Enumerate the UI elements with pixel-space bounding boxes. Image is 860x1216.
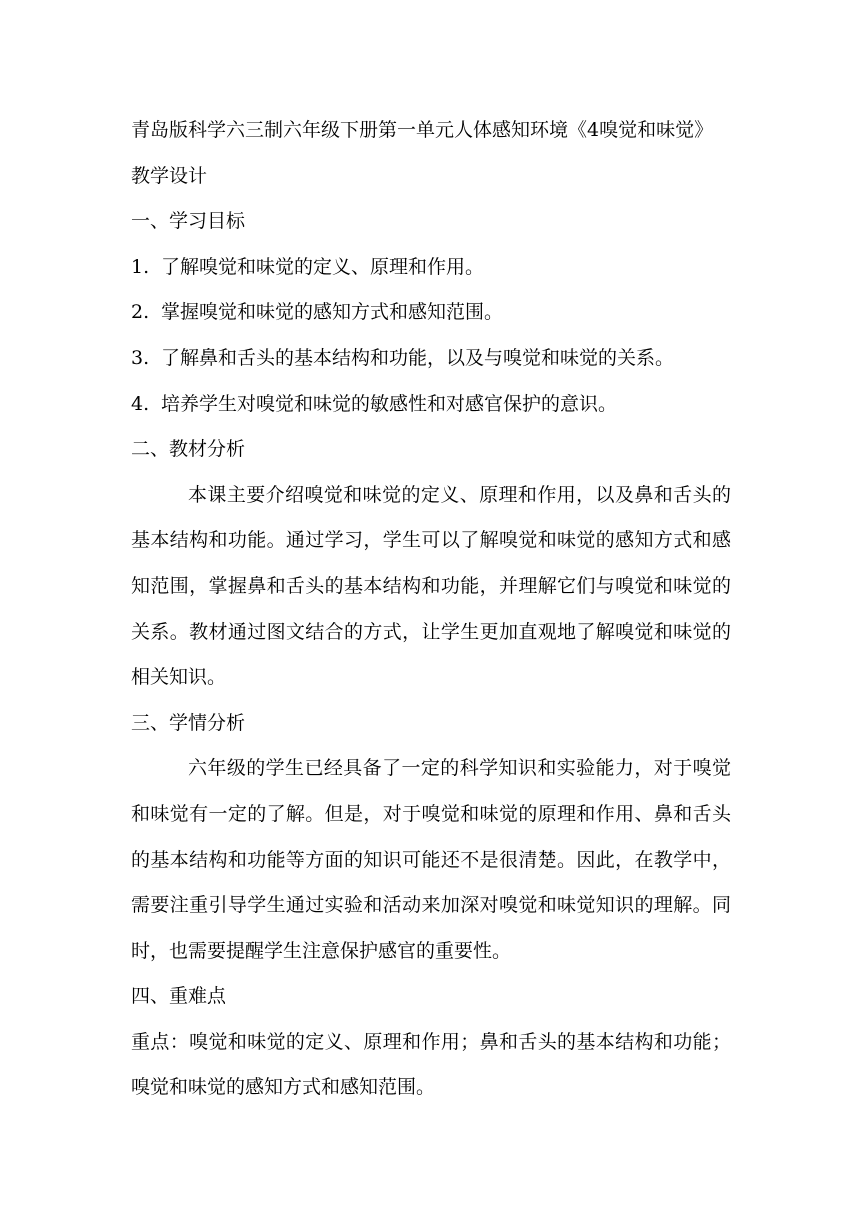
section-heading-material: 二、教材分析 <box>131 438 246 461</box>
section-heading-keypoints: 四、重难点 <box>131 985 227 1008</box>
students-paragraph: 六年级的学生已经具备了一定的科学知识和实验能力，对于嗅觉和味觉有一定的了解。但是，对于嗅觉和味觉的原理和作用、鼻和舌头的基本结构和功能等方面的知识可能还不是很清楚。因此，在教学中，需要注重引导学生通过实验和活动来加深对嗅觉和味觉知识的理解。同时，也需要提醒学生注意保护感官的重要性。 <box>131 757 731 962</box>
goal-item <box>131 382 731 428</box>
goal-item-number: 1. <box>131 255 150 278</box>
goal-item-text: 了解鼻和舌头的基本结构和功能，以及与嗅觉和味觉的关系。 <box>161 346 675 369</box>
goal-item-number: 3. <box>131 346 150 369</box>
goal-item <box>131 336 731 382</box>
material-paragraph: 本课主要介绍嗅觉和味觉的定义、原理和作用，以及鼻和舌头的基本结构和功能。通过学习，学生可以了解嗅觉和味觉的感知方式和感知范围，掌握鼻和舌头的基本结构和功能，并理解它们与嗅觉和味觉的关系。教材通过图文结合的方式，让学生更加直观地了解嗅觉和味觉的相关知识。 <box>131 483 731 689</box>
keypoints-paragraph: 重点：嗅觉和味觉的定义、原理和作用；鼻和舌头的基本结构和功能；嗅觉和味觉的感知方式和感知范围。 <box>131 1030 731 1099</box>
goal-item-number: 4. <box>131 392 150 415</box>
goal-item-number: 2. <box>131 301 150 324</box>
section-heading-goals: 一、学习目标 <box>131 210 246 233</box>
section-heading-students: 三、学情分析 <box>131 711 246 734</box>
goal-item-text: 培养学生对嗅觉和味觉的敏感性和对感官保护的意识。 <box>161 392 618 415</box>
goal-item-text: 掌握嗅觉和味觉的感知方式和感知范围。 <box>161 301 504 324</box>
goal-item <box>131 245 731 291</box>
document-title: 青岛版科学六三制六年级下册第一单元人体感知环境《4嗅觉和味觉》教学设计 <box>131 119 714 187</box>
goal-item-text: 了解嗅觉和味觉的定义、原理和作用。 <box>161 255 485 278</box>
document-page <box>131 108 731 1111</box>
goal-item <box>131 290 731 336</box>
